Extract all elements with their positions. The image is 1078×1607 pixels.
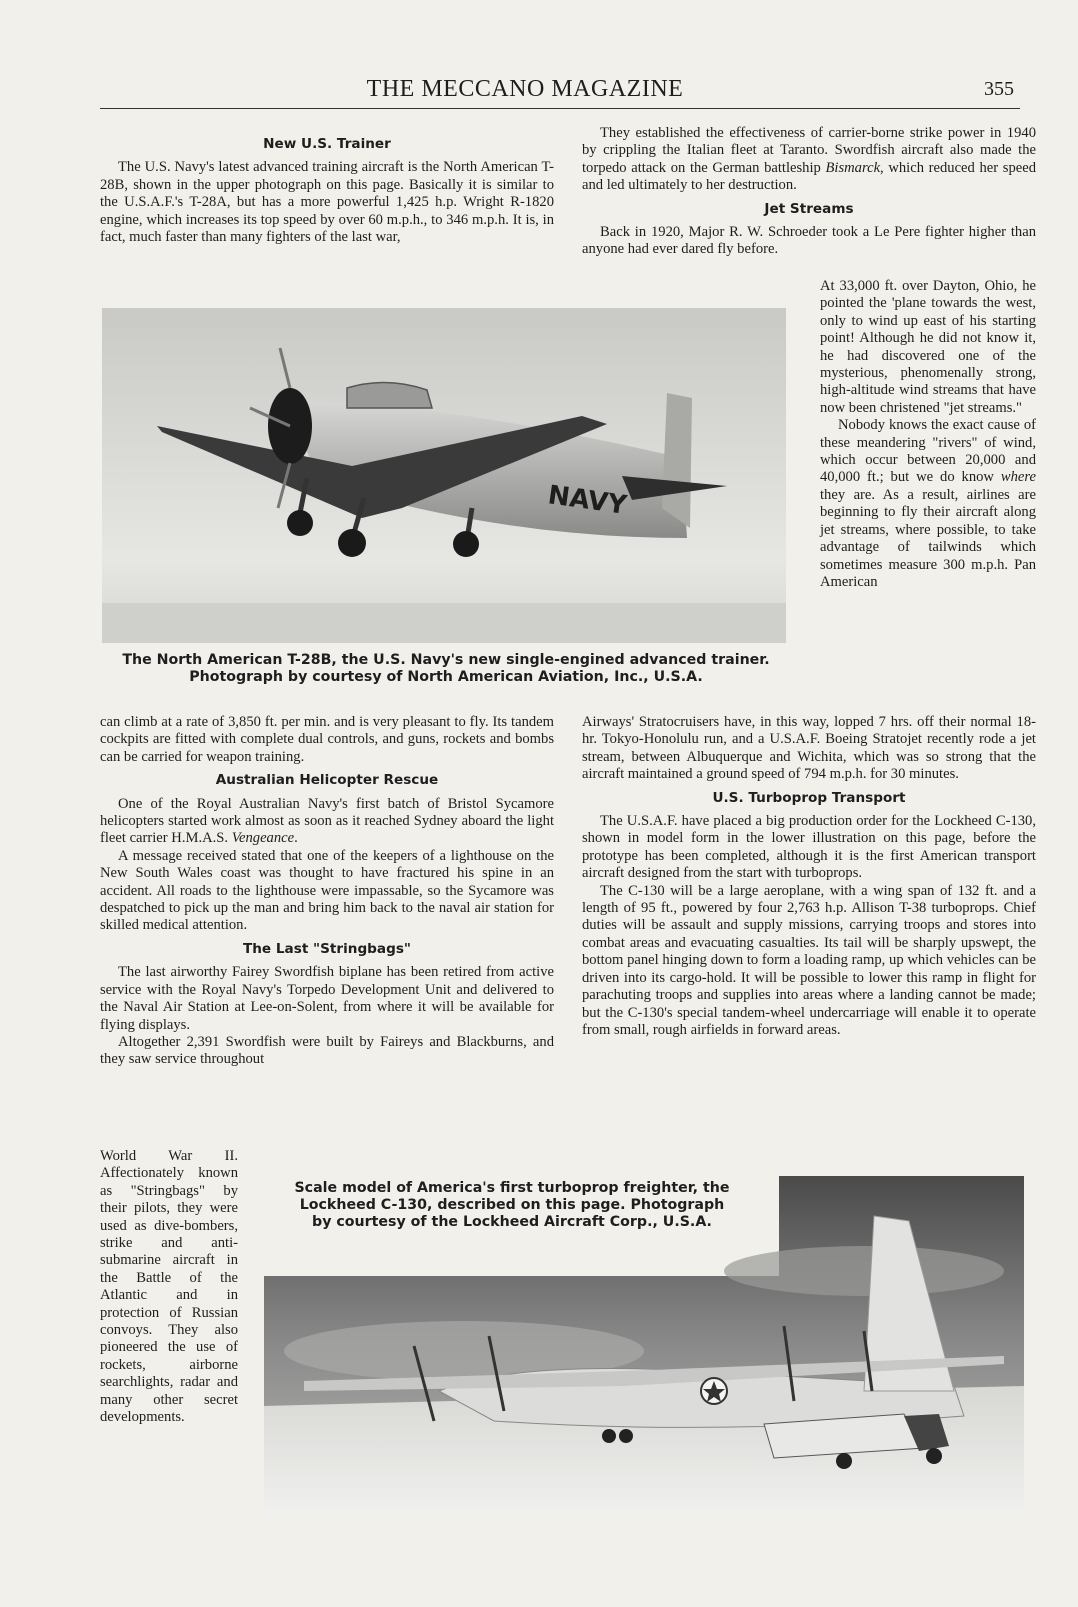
main-wheel-left	[338, 529, 366, 557]
turboprop-paragraph-1: The U.S.A.F. have placed a big production order for the Lockheed C-130, shown in model form in the lower illustration on this page, before the prototype has been completed, although it is the first American transport aircraft designed from the start with turboprops.	[582, 813, 1036, 882]
turboprop-paragraph-2: The C-130 will be a large aeroplane, with a wing span of 132 ft. and a length of 95 ft., powered by four 2,763 h.p. Allison T-38 turboprops. Chief duties will be assault and supply missions, carrying troops and stores into combat areas and evacuating casualties. Its tail will be sharply upswept, the bottom panel hinging down to form a loading ramp, up which vehicles can be driven into its cargo-hold. It will be possible to lower this ramp in flight for parachuting troops and supplies into areas where a landing cannot be made; but the C-130's special tandem-wheel undercarriage will enable it to operate from small, rough airfields in forward areas.	[582, 882, 1036, 1038]
heading-new-us-trainer: New U.S. Trainer	[263, 136, 391, 152]
trainer-paragraph-1: The U.S. Navy's latest advanced training aircraft is the North American T-28B, shown in the upper photograph on this page. Basically it is similar to the U.S.A.F.'s T-28A, but has a more powerful 1,425 h.p. Wright R-1820 engine, which increases its top speed by over 60 m.p.h., to 346 m.p.h. It is, in fact, much faster than many fighters of the last war,	[100, 159, 554, 246]
caption-line: The North American T-28B, the U.S. Navy's new single-engined advanced trainer.	[122, 652, 770, 668]
right-column-top	[582, 125, 1036, 259]
heading-turboprop-transport: U.S. Turboprop Transport	[712, 789, 906, 806]
running-head	[100, 74, 1020, 109]
stringbags-narrow	[100, 1148, 238, 1427]
photo-t28b-caption	[96, 652, 796, 686]
stringbags-paragraph-2a: Altogether 2,391 Swordfish were built by Faireys and Blackburns, and they saw service throughout	[100, 1033, 554, 1068]
caption-line: Scale model of America's first turboprop freighter, the	[294, 1180, 730, 1196]
trainer-paragraph-2: can climb at a rate of 3,850 ft. per min. and is very pleasant to fly. Its tandem cockpits are fitted with complete dual controls, and guns, rockets and bombs can be carried for weapon training.	[100, 714, 554, 765]
c130-wheel	[602, 1429, 616, 1443]
tanker-wheel	[926, 1448, 942, 1464]
jet-paragraph-2b: Airways' Stratocruisers have, in this way, lopped 7 hrs. off their normal 18-hr. Tokyo-Honolulu run, and a U.S.A.F. Boeing Stratojet recently rode a jet stream, between Albuquerque and Wichita, which was so strong that the aircraft maintained a ground speed of 794 m.p.h. for 30 minutes.	[582, 714, 1036, 783]
magazine-title: THE MECCANO MAGAZINE	[366, 76, 684, 102]
page-number: 355	[984, 78, 1014, 100]
jet-paragraph-1b: At 33,000 ft. over Dayton, Ohio, he pointed the 'plane towards the west, only to wind up east of his starting point! Although he did not know it, he had discovered one of the mysterious, phenomenally strong, high-altitude wind streams that have now been christened "jet streams."	[820, 278, 1036, 416]
nose-wheel	[287, 510, 313, 536]
jet-paragraph-1a: Back in 1920, Major R. W. Schroeder took a Le Pere fighter higher than anyone had ever dared fly before.	[582, 224, 1036, 258]
caption-line: by courtesy of the Lockheed Aircraft Corp., U.S.A.	[312, 1214, 712, 1230]
caption-line: Photograph by courtesy of North American Aviation, Inc., U.S.A.	[189, 669, 703, 685]
jet-paragraph-2a: Nobody knows the exact cause of these meandering "rivers" of wind, which occur between 20,000 and 40,000 ft.; but we do know where they are. As a result, airlines are beginning to fly their aircraft along jet streams, where possible, to take advantage of tailwinds which sometimes measure 300 m.p.h. Pan American	[820, 417, 1036, 590]
c130-wheel	[619, 1429, 633, 1443]
c130-illustration	[264, 1176, 1024, 1514]
article-new-us-trainer	[100, 130, 554, 246]
tanker-wheel	[836, 1453, 852, 1469]
left-column-middle	[100, 714, 554, 1069]
heading-last-stringbags: The Last "Stringbags"	[242, 940, 411, 957]
helicopter-paragraph-1: One of the Royal Australian Navy's first batch of Bristol Sycamore helicopters started work almost as soon as it reached Sydney aboard the light fleet carrier H.M.A.S. Vengeance.	[100, 795, 554, 847]
caption-line: Lockheed C-130, described on this page. Photograph	[299, 1197, 725, 1213]
stringbags-continuation: They established the effectiveness of carrier-borne strike power in 1940 by crippling the Italian fleet at Taranto. Swordfish aircraft also made the torpedo attack on the German battleship Bismarck, which reduced her speed and led ultimately to her destruction.	[582, 125, 1036, 194]
helicopter-paragraph-2: A message received stated that one of the keepers of a lighthouse on the New South Wales coast was thought to have fractured his spine in an accident. All roads to the lighthouse were impassable, so the Sycamore was despatched to pick up the man and bring him back to the naval air station for skilled medical attention.	[100, 847, 554, 934]
cloud	[724, 1246, 1004, 1296]
navy-marking: NAVY	[546, 480, 629, 521]
photo-t28b	[102, 308, 786, 643]
right-column-middle	[582, 714, 1036, 1039]
photo-c130	[264, 1176, 1024, 1514]
heading-helicopter-rescue: Australian Helicopter Rescue	[215, 772, 439, 789]
jet-streams-narrow	[820, 278, 1036, 591]
stringbags-paragraph-1: The last airworthy Fairey Swordfish biplane has been retired from active service with the Royal Navy's Torpedo Development Unit and delivered to the Naval Air Station at Lee-on-Solent, from where it will be available for flying displays.	[100, 964, 554, 1033]
sea	[102, 603, 786, 643]
main-wheel-right	[453, 531, 479, 557]
heading-jet-streams: Jet Streams	[764, 200, 854, 217]
stringbags-paragraph-2b: World War II. Affectionately known as "Stringbags" by their pilots, they were used as dive-bombers, strike and anti-submarine aircraft in the Battle of the Atlantic and in protection of Russian convoys. They also pioneered the use of rockets, airborne searchlights, radar and many other secret developments.	[100, 1148, 238, 1426]
tail-fin	[662, 393, 692, 528]
t28b-illustration	[102, 308, 786, 643]
